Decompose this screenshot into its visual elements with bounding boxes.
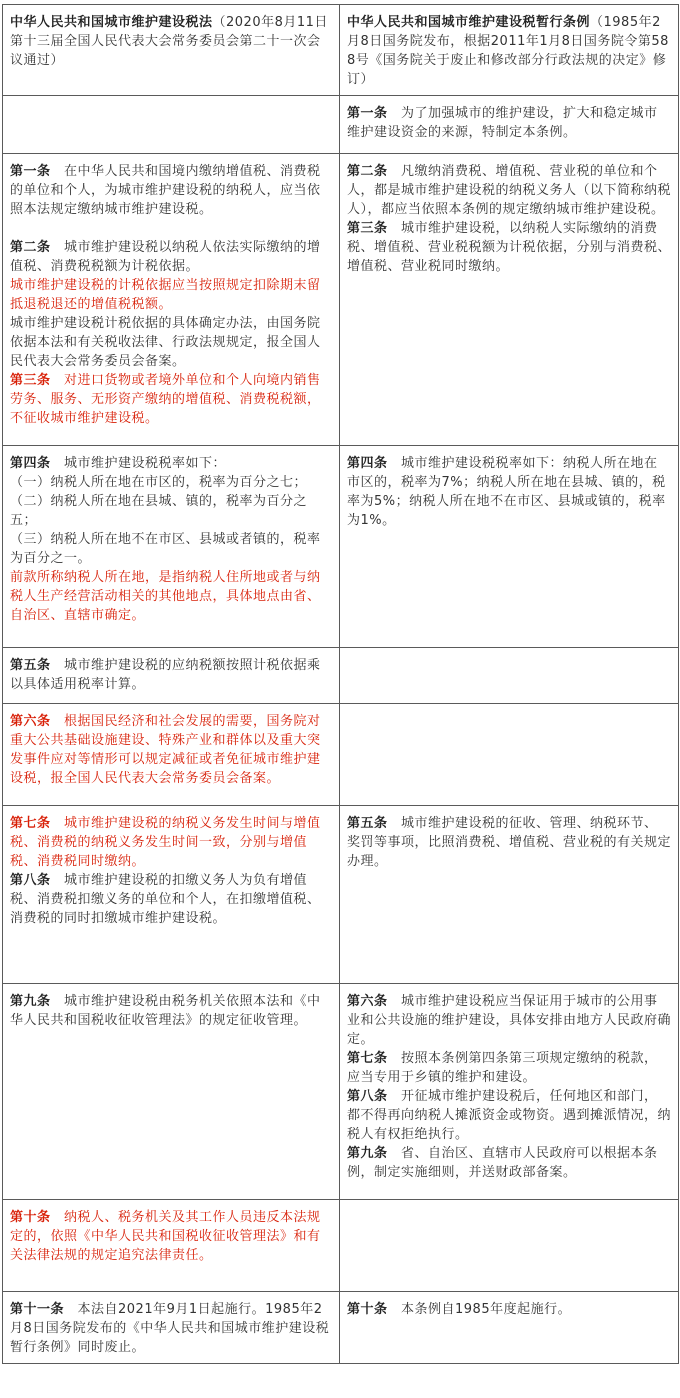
- article-number: 第十条: [10, 1210, 51, 1225]
- article-number: 第十条: [347, 1302, 388, 1317]
- article-text: 纳税人、税务机关及其工作人员违反本法规定的，依照《中华人民共和国税收征收管理法》和有关法律法规的规定追究法律责任。: [10, 1210, 321, 1263]
- article-text: 城市维护建设税的计税依据应当按照规定扣除期末留抵退税退还的增值税税额。: [10, 278, 321, 312]
- article-paragraph: [347, 1144, 671, 1182]
- table-row: [3, 96, 679, 154]
- article-text: 城市维护建设税计税依据的具体确定办法，由国务院依据本法和有关税收法律、行政法规规定，报全国人民代表大会常务委员会备案。: [10, 316, 321, 369]
- new-law-cell: [3, 984, 340, 1200]
- article-paragraph: [10, 371, 332, 428]
- new-law-cell: [3, 446, 340, 648]
- new-law-cell: [3, 704, 340, 806]
- article-number: 第八条: [347, 1089, 388, 1104]
- article-number: 中华人民共和国城市维护建设税暂行条例: [347, 15, 591, 30]
- article-text: 城市维护建设税税率如下：纳税人所在地在市区的，税率为7%；纳税人所在地在县城、镇的，税率为5%；纳税人所在地不在市区、县城或镇的，税率为1%。: [347, 456, 666, 528]
- article-number: 第二条: [347, 164, 388, 179]
- new-law-cell: [3, 154, 340, 446]
- article-text: 本条例自1985年度起施行。: [387, 1302, 572, 1317]
- article-text: 城市维护建设税的征收、管理、纳税环节、奖罚等事项，比照消费税、增值税、营业税的有关规定办理。: [347, 816, 672, 869]
- article-number: 第二条: [10, 240, 51, 255]
- article-number: 第十一条: [10, 1302, 65, 1317]
- article-text: 根据国民经济和社会发展的需要，国务院对重大公共基础设施建设、特殊产业和群体以及重大突发事件应对等情形可以规定减征或者免征城市维护建设税，报全国人民代表大会常务委员会备案。: [10, 714, 321, 786]
- article-text: 对进口货物或者境外单位和个人向境内销售劳务、服务、无形资产缴纳的增值税、消费税税额，不征收城市维护建设税。: [10, 373, 321, 426]
- article-text: （一）纳税人所在地在市区的，税率为百分之七；: [10, 475, 308, 490]
- article-text: 前款所称纳税人所在地，是指纳税人住所地或者与纳税人生产经营活动相关的其他地点，具体地点由省、自治区、直辖市确定。: [10, 570, 321, 623]
- comparison-table: [2, 4, 679, 1364]
- article-text: 为了加强城市的维护建设，扩大和稳定城市维护建设资金的来源，特制定本条例。: [347, 106, 658, 140]
- article-text: 城市维护建设税的应纳税额按照计税依据乘以具体适用税率计算。: [10, 658, 321, 692]
- new-law-cell: [3, 806, 340, 984]
- new-law-cell: [3, 1292, 340, 1364]
- old-regulation-cell: [340, 984, 679, 1200]
- article-text: （二）纳税人所在地在县城、镇的，税率为百分之五；: [10, 494, 308, 528]
- article-paragraph: [10, 1300, 332, 1357]
- article-number: 第九条: [10, 994, 51, 1009]
- article-number: 第五条: [10, 658, 51, 673]
- article-paragraph: [347, 1087, 671, 1144]
- article-paragraph: [347, 1300, 671, 1319]
- old-regulation-cell: [340, 154, 679, 446]
- new-law-cell: [3, 5, 340, 96]
- article-paragraph: [10, 162, 332, 219]
- article-text: 城市维护建设税的扣缴义务人为负有增值税、消费税扣缴义务的单位和个人，在扣缴增值税、消费税的同时扣缴城市维护建设税。: [10, 873, 321, 926]
- article-number: 第六条: [10, 714, 51, 729]
- article-text: 城市维护建设税的纳税义务发生时间与增值税、消费税的纳税义务发生时间一致，分别与增值税、消费税同时缴纳。: [10, 816, 321, 869]
- article-paragraph: [10, 712, 332, 788]
- old-regulation-cell: [340, 704, 679, 806]
- article-number: 第七条: [10, 816, 51, 831]
- article-paragraph: [347, 219, 671, 276]
- article-number: 第五条: [347, 816, 388, 831]
- table-row: [3, 154, 679, 446]
- table-row: [3, 1292, 679, 1364]
- article-paragraph: [10, 871, 332, 928]
- article-paragraph: [10, 276, 332, 314]
- article-paragraph: [10, 656, 332, 694]
- article-paragraph: [10, 814, 332, 871]
- article-paragraph: [10, 238, 332, 276]
- article-text: 城市维护建设税以纳税人依法实际缴纳的增值税、消费税税额为计税依据。: [10, 240, 321, 274]
- article-paragraph: [347, 814, 671, 871]
- table-row: [3, 446, 679, 648]
- article-number: 第三条: [10, 373, 51, 388]
- old-regulation-cell: [340, 1200, 679, 1292]
- article-paragraph: [347, 992, 671, 1049]
- article-paragraph: [347, 13, 671, 89]
- old-regulation-cell: [340, 648, 679, 704]
- article-paragraph: [10, 219, 332, 238]
- article-paragraph: [10, 13, 332, 70]
- article-paragraph: [10, 492, 332, 530]
- table-row: [3, 648, 679, 704]
- article-paragraph: [10, 992, 332, 1030]
- article-text: （1985年2月8日国务院发布，根据2011年1月8日国务院令第588号《国务院关于废止和修改部分行政法规的决定》修订）: [347, 15, 669, 87]
- article-paragraph: [10, 530, 332, 568]
- article-paragraph: [10, 1208, 332, 1265]
- table-row: [3, 704, 679, 806]
- article-paragraph: [347, 104, 671, 142]
- article-number: 第三条: [347, 221, 388, 236]
- article-paragraph: [347, 162, 671, 219]
- article-number: 第一条: [347, 106, 388, 121]
- article-number: 中华人民共和国城市维护建设税法: [10, 15, 213, 30]
- table-row: [3, 984, 679, 1200]
- article-paragraph: [10, 568, 332, 625]
- article-text: 在中华人民共和国境内缴纳增值税、消费税的单位和个人，为城市维护建设税的纳税人，应当依照本法规定缴纳城市维护建设税。: [10, 164, 321, 217]
- table-row: [3, 5, 679, 96]
- article-number: 第六条: [347, 994, 388, 1009]
- article-number: 第八条: [10, 873, 51, 888]
- old-regulation-cell: [340, 1292, 679, 1364]
- article-number: 第四条: [347, 456, 388, 471]
- article-number: 第九条: [347, 1146, 388, 1161]
- table-body: [3, 5, 679, 1364]
- article-text: 凡缴纳消费税、增值税、营业税的单位和个人，都是城市维护建设税的纳税义务人（以下简称纳税人），都应当依照本条例的规定缴纳城市维护建设税。: [347, 164, 672, 217]
- article-text: 城市维护建设税税率如下：: [50, 456, 227, 471]
- article-paragraph: [10, 473, 332, 492]
- article-paragraph: [10, 314, 332, 371]
- article-paragraph: [347, 454, 671, 530]
- article-number: 第七条: [347, 1051, 388, 1066]
- old-regulation-cell: [340, 96, 679, 154]
- article-paragraph: [347, 1049, 671, 1087]
- old-regulation-cell: [340, 806, 679, 984]
- article-text: 本法自2021年9月1日起施行。1985年2月8日国务院发布的《中华人民共和国城市维护建设税暂行条例》同时废止。: [10, 1302, 330, 1355]
- article-text: 城市维护建设税，以纳税人实际缴纳的消费税、增值税、营业税税额为计税依据，分别与消费税、增值税、营业税同时缴纳。: [347, 221, 672, 274]
- table-row: [3, 1200, 679, 1292]
- article-text: 开征城市维护建设税后，任何地区和部门，都不得再向纳税人摊派资金或物资。遇到摊派情况，纳税人有权拒绝执行。: [347, 1089, 672, 1142]
- table-row: [3, 806, 679, 984]
- new-law-cell: [3, 648, 340, 704]
- article-text: 城市维护建设税应当保证用于城市的公用事业和公共设施的维护建设，具体安排由地方人民政府确定。: [347, 994, 672, 1047]
- new-law-cell: [3, 96, 340, 154]
- article-number: 第一条: [10, 164, 51, 179]
- article-text: 省、自治区、直辖市人民政府可以根据本条例，制定实施细则，并送财政部备案。: [347, 1146, 658, 1180]
- article-number: 第四条: [10, 456, 51, 471]
- article-text: （2020年8月11日第十三届全国人民代表大会常务委员会第二十一次会议通过）: [10, 15, 328, 68]
- article-text: 按照本条例第四条第三项规定缴纳的税款，应当专用于乡镇的维护和建设。: [347, 1051, 658, 1085]
- old-regulation-cell: [340, 5, 679, 96]
- new-law-cell: [3, 1200, 340, 1292]
- article-text: 城市维护建设税由税务机关依照本法和《中华人民共和国税收征收管理法》的规定征收管理。: [10, 994, 321, 1028]
- old-regulation-cell: [340, 446, 679, 648]
- article-text: （三）纳税人所在地不在市区、县城或者镇的，税率为百分之一。: [10, 532, 321, 566]
- article-paragraph: [10, 454, 332, 473]
